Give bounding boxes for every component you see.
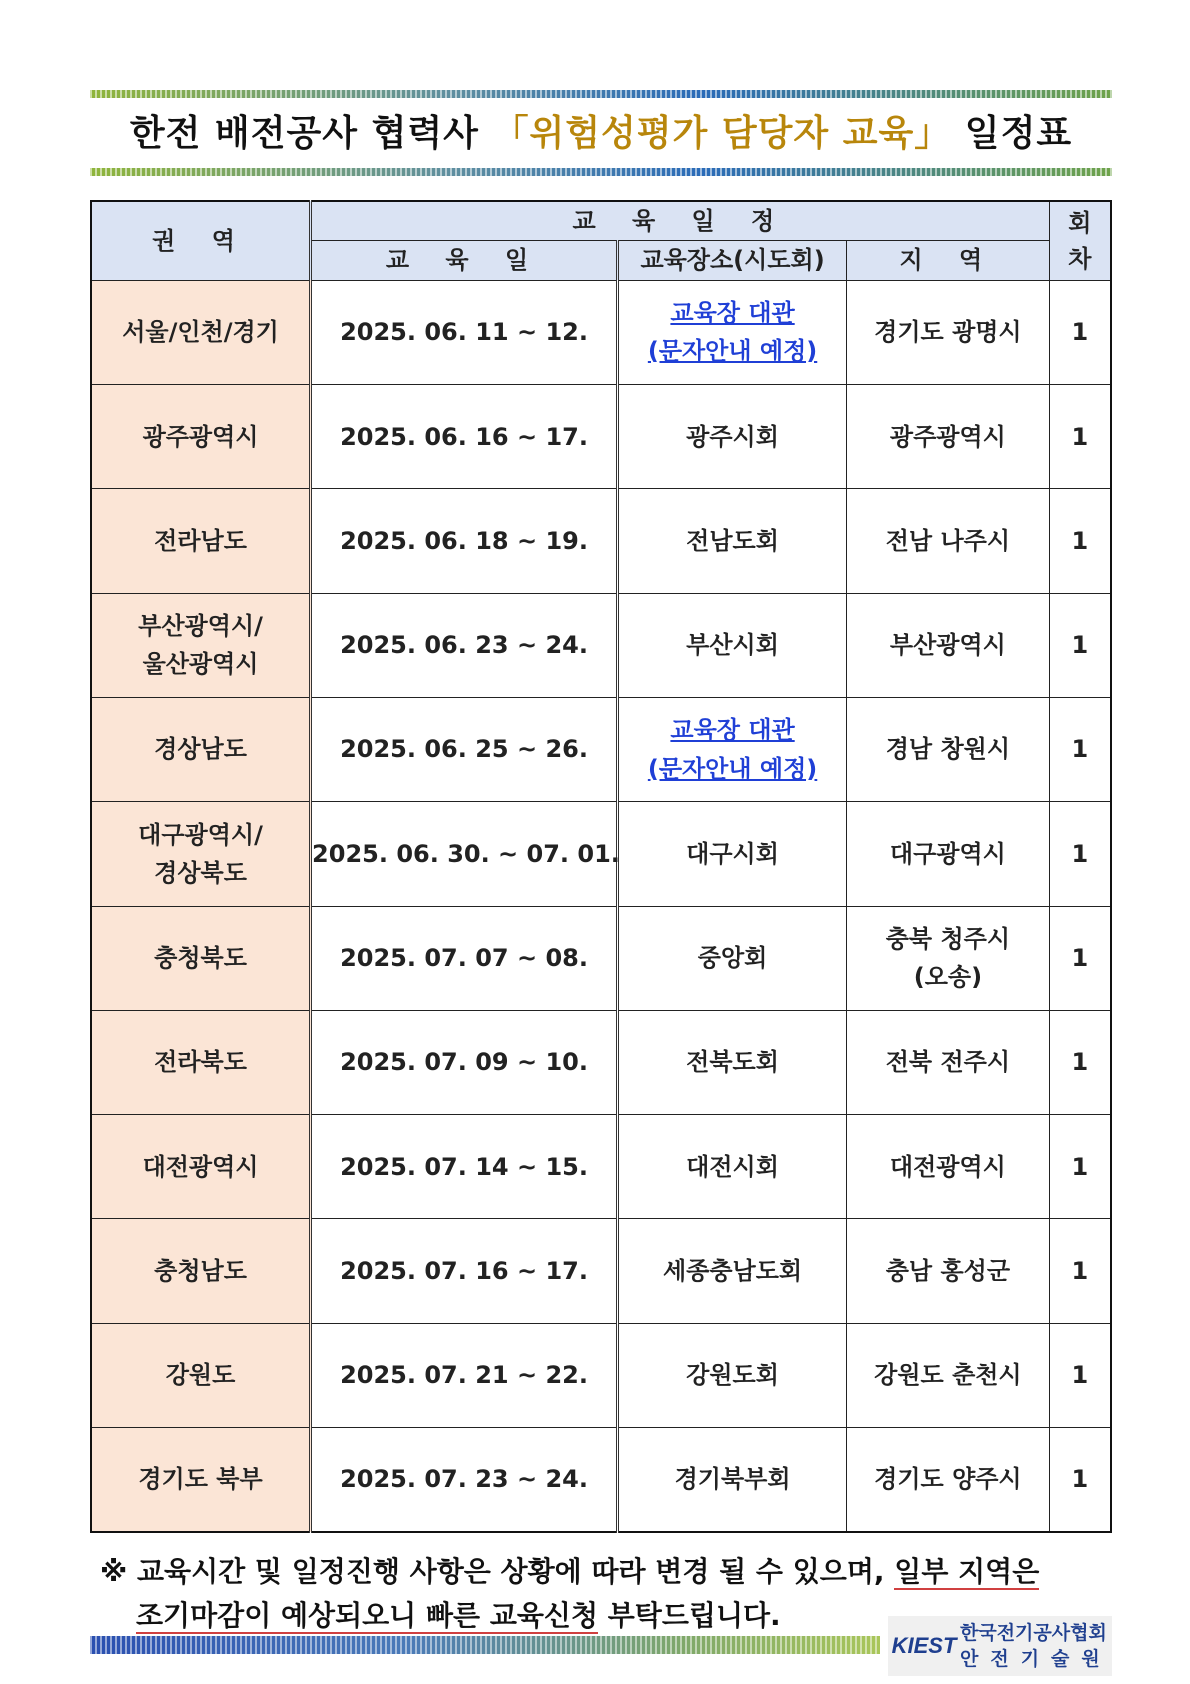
cell-region: 강원도 — [91, 1323, 311, 1427]
cell-region: 전라북도 — [91, 1010, 311, 1114]
cell-venue: 세종충남도회 — [617, 1219, 846, 1323]
title-accent: 「위험성평가 담당자 교육」 — [492, 113, 952, 154]
cell-region: 대구광역시/ 경상북도 — [91, 802, 311, 906]
title-underline-stripe — [90, 168, 1112, 176]
cell-round: 1 — [1049, 1323, 1111, 1427]
cell-round: 1 — [1049, 802, 1111, 906]
cell-venue: 부산시회 — [617, 593, 846, 697]
cell-date: 2025. 06. 25 ~ 26. — [311, 697, 618, 801]
cell-venue: 광주시회 — [617, 385, 846, 489]
cell-venue: 전북도회 — [617, 1010, 846, 1114]
header-date: 교 육 일 — [311, 241, 618, 280]
cell-round: 1 — [1049, 697, 1111, 801]
page-title — [90, 106, 1112, 162]
cell-date: 2025. 07. 16 ~ 17. — [311, 1219, 618, 1323]
cell-date: 2025. 06. 30. ~ 07. 01. — [311, 802, 618, 906]
table-row — [91, 1010, 1111, 1114]
schedule-table — [90, 200, 1112, 1533]
cell-region: 충청북도 — [91, 906, 311, 1010]
table-row — [91, 1219, 1111, 1323]
cell-round: 1 — [1049, 1115, 1111, 1219]
cell-region: 경기도 북부 — [91, 1428, 311, 1532]
cell-region: 대전광역시 — [91, 1115, 311, 1219]
cell-round: 1 — [1049, 593, 1111, 697]
table-row — [91, 906, 1111, 1010]
table-row — [91, 489, 1111, 593]
cell-region: 전라남도 — [91, 489, 311, 593]
cell-area: 강원도 춘천시 — [847, 1323, 1050, 1427]
cell-venue: 중앙회 — [617, 906, 846, 1010]
kiest-logo-mark: KIEST — [891, 1633, 957, 1658]
cell-region: 서울/인천/경기 — [91, 280, 311, 384]
cell-date: 2025. 06. 11 ~ 12. — [311, 280, 618, 384]
table-row — [91, 802, 1111, 906]
title-prefix: 한전 배전공사 협력사 — [129, 113, 493, 154]
cell-area: 충북 청주시 (오송) — [847, 906, 1050, 1010]
cell-date: 2025. 06. 18 ~ 19. — [311, 489, 618, 593]
cell-area: 광주광역시 — [847, 385, 1050, 489]
cell-venue: 강원도회 — [617, 1323, 846, 1427]
cell-venue: 대전시회 — [617, 1115, 846, 1219]
kiest-logo — [888, 1616, 1112, 1676]
cell-round: 1 — [1049, 1428, 1111, 1532]
table-row — [91, 280, 1111, 384]
cell-date: 2025. 07. 21 ~ 22. — [311, 1323, 618, 1427]
header-schedule: 교 육 일 정 — [311, 201, 1050, 241]
cell-area: 대구광역시 — [847, 802, 1050, 906]
cell-venue: 교육장 대관 (문자안내 예정) — [617, 280, 846, 384]
cell-venue: 교육장 대관 (문자안내 예정) — [617, 697, 846, 801]
cell-date: 2025. 07. 07 ~ 08. — [311, 906, 618, 1010]
cell-area: 경남 창원시 — [847, 697, 1050, 801]
cell-area: 충남 홍성군 — [847, 1219, 1050, 1323]
cell-area: 경기도 양주시 — [847, 1428, 1050, 1532]
header-venue: 교육장소(시도회) — [617, 241, 846, 280]
bottom-stripe — [90, 1636, 880, 1654]
table-row — [91, 1115, 1111, 1219]
cell-venue: 전남도회 — [617, 489, 846, 593]
cell-round: 1 — [1049, 1219, 1111, 1323]
cell-round: 1 — [1049, 1010, 1111, 1114]
notice-line-2: 조기마감이 예상되오니 빠른 교육신청 부탁드립니다. — [136, 1599, 781, 1632]
title-suffix: 일정표 — [951, 113, 1073, 154]
notice-underlined-1: 일부 지역은 — [894, 1555, 1040, 1588]
cell-area: 전남 나주시 — [847, 489, 1050, 593]
cell-area: 부산광역시 — [847, 593, 1050, 697]
cell-area: 경기도 광명시 — [847, 280, 1050, 384]
cell-region: 부산광역시/ 울산광역시 — [91, 593, 311, 697]
schedule-rows — [91, 280, 1111, 1532]
cell-area: 대전광역시 — [847, 1115, 1050, 1219]
header-round: 회 차 — [1049, 201, 1111, 280]
logo-line-1: 한국전기공사협회 — [960, 1622, 1107, 1644]
cell-venue: 대구시회 — [617, 802, 846, 906]
cell-date: 2025. 06. 23 ~ 24. — [311, 593, 618, 697]
cell-area: 전북 전주시 — [847, 1010, 1050, 1114]
table-row — [91, 1323, 1111, 1427]
kiest-logo-text — [960, 1620, 1112, 1672]
header-region: 권 역 — [91, 201, 311, 280]
top-stripe — [90, 90, 1112, 98]
cell-date: 2025. 07. 09 ~ 10. — [311, 1010, 618, 1114]
cell-round: 1 — [1049, 385, 1111, 489]
cell-region: 광주광역시 — [91, 385, 311, 489]
cell-date: 2025. 06. 16 ~ 17. — [311, 385, 618, 489]
table-row — [91, 385, 1111, 489]
logo-line-2: 안전기술원 — [960, 1648, 1112, 1670]
table-row — [91, 1428, 1111, 1532]
cell-round: 1 — [1049, 906, 1111, 1010]
cell-region: 경상남도 — [91, 697, 311, 801]
cell-date: 2025. 07. 14 ~ 15. — [311, 1115, 618, 1219]
cell-round: 1 — [1049, 489, 1111, 593]
notice-line-1: ※ 교육시간 및 일정진행 사항은 상황에 따라 변경 될 수 있으며, 일부 지역은 — [100, 1555, 1040, 1588]
cell-venue: 경기북부회 — [617, 1428, 846, 1532]
notice-mark: ※ — [100, 1555, 128, 1588]
notice-underlined-2: 조기마감이 예상되오니 빠른 교육신청 — [136, 1599, 599, 1632]
table-row — [91, 593, 1111, 697]
header-area: 지 역 — [847, 241, 1050, 280]
cell-date: 2025. 07. 23 ~ 24. — [311, 1428, 618, 1532]
cell-round: 1 — [1049, 280, 1111, 384]
table-row — [91, 697, 1111, 801]
cell-region: 충청남도 — [91, 1219, 311, 1323]
